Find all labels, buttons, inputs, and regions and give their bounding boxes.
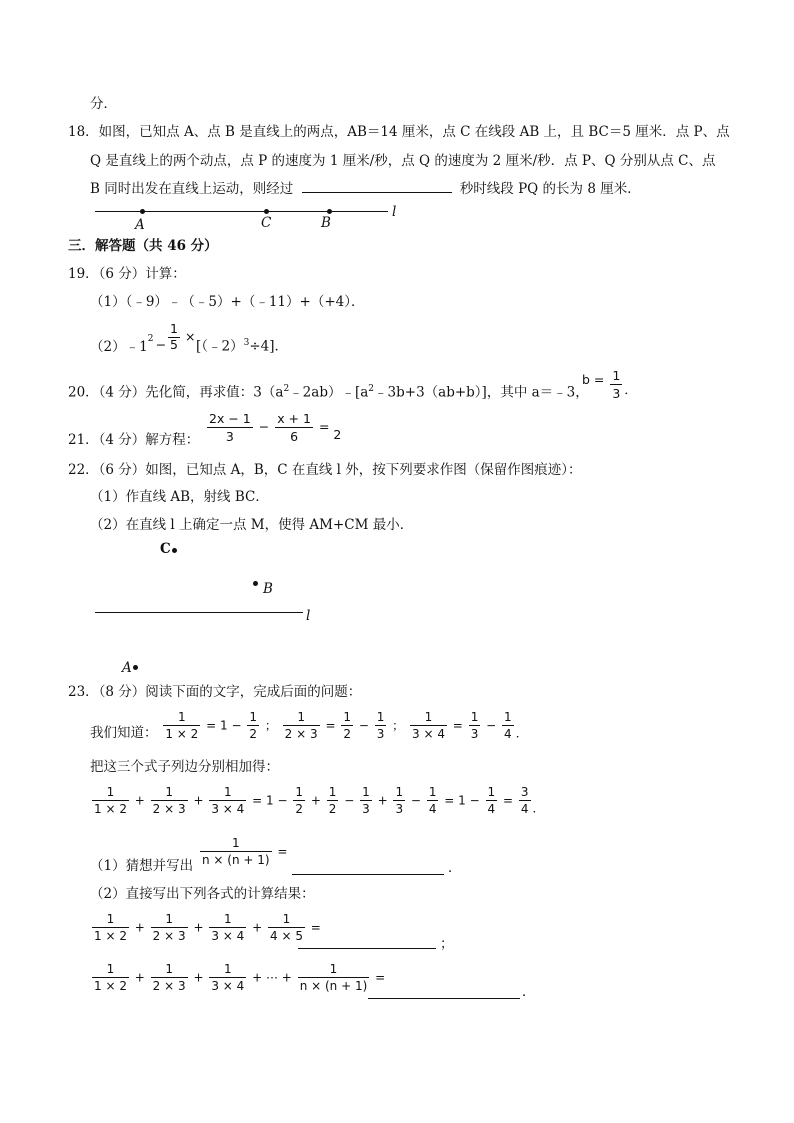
q22-label-b: B — [263, 581, 273, 597]
frac-num: 1 — [504, 710, 512, 724]
minus-sign: − — [277, 793, 288, 808]
minus-sign: − — [410, 793, 421, 808]
frac-den: 1 × 2 — [165, 727, 199, 742]
eq-sign: = — [310, 920, 321, 935]
q23-add-text: 把这三个式子列边分别相加得： — [90, 759, 279, 775]
q20-end: ． — [624, 382, 637, 397]
q22-label-l: l — [306, 608, 311, 624]
q21-frac2 — [275, 411, 313, 444]
q22-point-b — [253, 581, 258, 586]
q23-known-row — [90, 710, 528, 742]
frac-den: 2 × 3 — [152, 979, 186, 994]
frac-den: 1 × 2 — [94, 979, 127, 994]
q19-head: 19．（6 分）计算： — [68, 266, 186, 282]
q20-text-b: ﹣2ab）﹣[a — [289, 384, 369, 401]
q20-b-num: 1 — [612, 368, 621, 383]
plus-sign: + — [377, 793, 388, 808]
q18-label-c: C — [261, 215, 272, 231]
q22-point-c — [172, 548, 177, 553]
frac-den: 2 × 3 — [152, 802, 186, 817]
eq-sign: = — [503, 793, 514, 808]
separator: ； — [392, 718, 405, 733]
eq-sign: = — [444, 793, 455, 808]
q20-text-c: ﹣3b+3（ab+b）]，其中 a＝﹣3， — [374, 384, 589, 401]
plus-sign: + — [193, 970, 204, 985]
q23-sum-row — [90, 785, 545, 817]
q21-f1-num: 2x − 1 — [209, 411, 251, 426]
frac-num: 1 — [329, 962, 338, 976]
frac-den: n × (n + 1) — [299, 979, 368, 994]
frac-den: 3 — [470, 727, 479, 742]
q20-b-den: 3 — [612, 386, 621, 401]
q23-part2-expr-a — [90, 912, 321, 944]
q18-label-l: l — [392, 204, 397, 220]
q22-label-c: C — [160, 541, 171, 557]
minus-sign: − — [358, 718, 369, 733]
frac-den: 4 — [428, 802, 437, 817]
q18-line3 — [90, 181, 641, 197]
q21-frac1 — [207, 411, 253, 444]
q21-f1-den: 3 — [207, 427, 253, 444]
one: 1 — [458, 793, 466, 808]
minus-sign: − — [231, 718, 242, 733]
plus-sign: + — [193, 920, 204, 935]
ellipsis: + ⋯ + — [252, 970, 292, 985]
q23-head: 23．（8 分）阅读下面的文字，完成后面的问题： — [68, 684, 362, 700]
frac-num: 1 — [282, 912, 291, 926]
q22-label-a: A — [122, 660, 132, 676]
q23-part1-label: （1）猜想并写出 — [90, 858, 194, 874]
q18-answer-blank[interactable] — [302, 191, 452, 193]
frac-num: 1 — [249, 710, 257, 724]
eq-sign: = — [452, 718, 463, 733]
frac-num: 1 — [231, 836, 240, 850]
plus-sign: + — [134, 970, 145, 985]
q20-text-a: 20．（4 分）先化简，再求值：3（a — [68, 384, 284, 401]
continued-text: 分． — [90, 96, 117, 112]
frac-num: 1 — [487, 785, 496, 799]
q19-part2 — [90, 321, 289, 355]
minus-sign: − — [344, 793, 355, 808]
frac-den: 2 × 3 — [284, 727, 318, 742]
q22-part1: （1）作直线 AB，射线 BC． — [90, 489, 269, 505]
q19-p2-post — [196, 339, 288, 354]
q18-point-a — [140, 209, 145, 214]
q23-know-label: 我们知道： — [90, 725, 158, 742]
q23-part2-blank-a[interactable] — [298, 947, 436, 949]
q23-part2-semicolon: ； — [440, 936, 454, 952]
q18-line3-after: 秒时线段 PQ 的长为 8 厘米． — [459, 181, 641, 197]
plus-sign: + — [134, 793, 145, 808]
frac-num: 1 — [328, 785, 337, 799]
frac-num: 1 — [295, 785, 304, 799]
frac-den: 4 — [487, 802, 496, 817]
q21-rhs: 2 — [333, 427, 342, 442]
frac-num: 1 — [343, 710, 351, 724]
q18-label-a: A — [135, 217, 145, 233]
q19-p2-exp2: 3 — [243, 338, 250, 348]
q23-part2-blank-b[interactable] — [368, 997, 520, 999]
q18-label-b: B — [321, 215, 331, 231]
q19-p2-pre: （2）﹣1 — [90, 338, 148, 355]
q22-line-l — [95, 612, 303, 613]
frac-den: 2 — [328, 802, 337, 817]
q19-p2-tail: ÷4]． — [249, 338, 289, 355]
frac-den: 3 × 4 — [211, 979, 245, 994]
q18-line3-before: B 同时出发在直线上运动，则经过 — [90, 181, 294, 197]
minus-sign: − — [469, 793, 480, 808]
q21-f2-den: 6 — [275, 427, 313, 444]
frac-den: 3 × 4 — [412, 727, 445, 742]
q23-part2-expr-b — [90, 962, 385, 994]
plus-sign: + — [193, 793, 204, 808]
frac-num: 1 — [470, 710, 479, 724]
frac-num: 1 — [224, 962, 232, 976]
frac-den: 4 — [520, 802, 529, 817]
frac-num: 1 — [106, 912, 115, 926]
frac-num: 1 — [165, 785, 173, 799]
frac-den: 1 × 2 — [94, 929, 127, 944]
q22-point-a — [133, 665, 138, 670]
frac-den: 2 × 3 — [152, 929, 186, 944]
frac-num: 1 — [106, 962, 115, 976]
q18-line1: 18．如图，已知点 A、点 B 是直线上的两点，AB＝14 厘米，点 C 在线段 AB 上，且 BC＝5 厘米．点 P、点 — [68, 124, 730, 140]
q21-f2-num: x + 1 — [277, 411, 311, 426]
frac-den: 3 — [395, 802, 404, 817]
q19-p2-bracket: [（﹣2） — [196, 338, 244, 355]
one: 1 — [220, 718, 228, 733]
frac-den: 1 × 2 — [94, 802, 127, 817]
frac-num: 1 — [165, 962, 173, 976]
q19-frac-num: 1 — [170, 321, 178, 336]
period: ． — [515, 726, 528, 741]
q19-p2-exp: 2 — [147, 334, 154, 344]
q20-b-value — [582, 368, 637, 401]
frac-den: 4 × 5 — [270, 929, 303, 944]
frac-num: 1 — [424, 710, 433, 724]
q20-sup1: 2 — [283, 384, 290, 394]
q18-point-b — [327, 209, 332, 214]
q19-part1: （1）（﹣9）﹣（﹣5）+（﹣11）+（+4）． — [90, 294, 365, 310]
frac-num: 1 — [224, 785, 232, 799]
frac-num: 1 — [106, 785, 115, 799]
frac-num: 1 — [224, 912, 232, 926]
q19-minus: − — [155, 336, 167, 352]
frac-num: 1 — [395, 785, 404, 799]
frac-den: 3 — [376, 727, 385, 742]
frac-den: n × (n + 1) — [202, 853, 270, 868]
eq-sign: = — [252, 793, 263, 808]
q20-b-fraction — [610, 368, 622, 401]
frac-den: 3 × 4 — [211, 802, 245, 817]
q20-b-eq: b = — [582, 372, 605, 387]
q23-part2-period: ． — [522, 984, 536, 1000]
q23-part1-blank[interactable] — [292, 873, 444, 875]
frac-den: 2 — [343, 727, 351, 742]
q23-part1-period: ． — [448, 860, 462, 876]
frac-num: 1 — [165, 912, 173, 926]
eq-sign: = — [206, 718, 217, 733]
eq-sign: = — [375, 970, 386, 985]
frac-num: 1 — [428, 785, 437, 799]
plus-sign: + — [252, 920, 263, 935]
q21-equation — [205, 411, 341, 444]
frac-den: 3 × 4 — [211, 929, 245, 944]
q19-frac-den: 5 — [170, 336, 178, 352]
q23-part1-expr — [198, 836, 287, 868]
q21-eq: = — [318, 419, 330, 434]
q18-line-l — [95, 211, 388, 212]
plus-sign: + — [310, 793, 321, 808]
section-heading: 三．解答题（共 46 分） — [68, 238, 218, 254]
eq-sign: = — [277, 844, 288, 859]
separator: ； — [264, 718, 277, 733]
frac-num: 1 — [297, 710, 305, 724]
q21-head: 21．（4 分）解方程： — [68, 432, 200, 448]
q23-part2-label: （2）直接写出下列各式的计算结果： — [90, 886, 315, 902]
frac-num: 3 — [520, 785, 529, 799]
period: ． — [532, 801, 545, 816]
minus-sign: − — [486, 718, 497, 733]
eq-sign: = — [325, 718, 336, 733]
one: 1 — [266, 793, 274, 808]
q22-part2: （2）在直线 l 上确定一点 M，使得 AM+CM 最小． — [90, 517, 414, 533]
frac-den: 3 — [362, 802, 370, 817]
frac-den: 2 — [295, 802, 304, 817]
q21-minus: − — [258, 419, 270, 434]
frac-num: 1 — [362, 785, 370, 799]
q19-one-fifth — [168, 323, 180, 351]
plus-sign: + — [134, 920, 145, 935]
frac-den: 2 — [249, 727, 257, 742]
frac-num: 1 — [376, 710, 385, 724]
q19-times: × — [185, 329, 196, 344]
frac-den: 4 — [504, 727, 512, 742]
q18-line2: Q 是直线上的两个动点，点 P 的速度为 1 厘米/秒，点 Q 的速度为 2 厘米/秒．点 P、Q 分别从点 C、点 — [90, 153, 716, 169]
q20-text — [68, 384, 589, 401]
q20-sup2: 2 — [368, 384, 375, 394]
frac-num: 1 — [177, 710, 186, 724]
q22-head: 22．（6 分）如图，已知点 A，B，C 在直线 l 外，按下列要求作图（保留作图痕迹）： — [68, 462, 582, 478]
q18-point-c — [264, 209, 269, 214]
